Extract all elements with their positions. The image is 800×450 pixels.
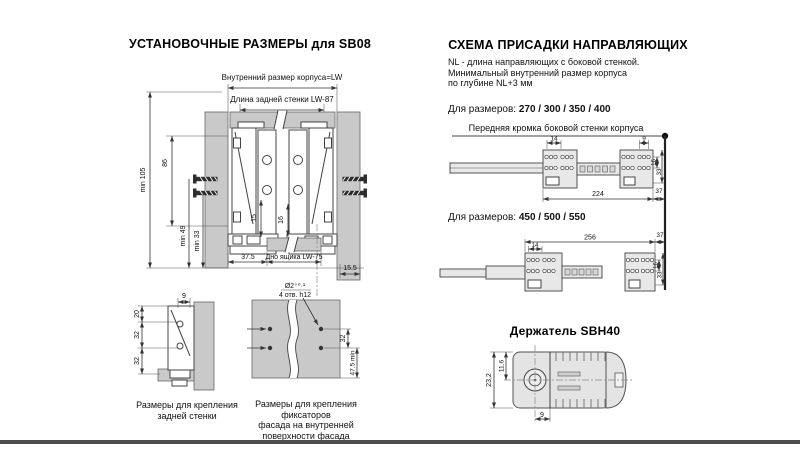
- holder-dim-11-6: 11,6: [498, 359, 506, 373]
- rear-panel: [194, 302, 214, 390]
- cabinet-side-panel-right: [337, 112, 360, 280]
- drawer-bottom-bar: [267, 237, 321, 253]
- nl-note: [448, 57, 698, 89]
- sizes-1-values: 270 / 300 / 350 / 400: [518, 104, 611, 115]
- dim-32-b: 32: [134, 357, 141, 365]
- rear-caption-line2: задней стенки: [157, 410, 217, 421]
- rail2-dim-16: 16: [653, 262, 660, 269]
- rail1-dim-16: 16: [651, 159, 658, 166]
- dim-20: 20: [134, 310, 141, 318]
- sizes-group-1: [448, 104, 611, 115]
- rear-caption-line1: Размеры для крепления: [136, 400, 238, 410]
- dim-37-5: 37.5: [241, 254, 255, 261]
- rail1-dim-14: 14: [550, 135, 558, 143]
- rear-caption: [122, 400, 252, 421]
- facade-fixing-drawing: [243, 280, 368, 398]
- dim-15-5: 15.5: [343, 265, 357, 272]
- drawer-slide-left: [228, 122, 278, 254]
- back-wall-length-label: Длина задней стенки LW-87: [230, 95, 334, 104]
- front-edge-label: Передняя кромка боковой стенки корпуса: [468, 123, 644, 133]
- dim-86: 86: [162, 159, 169, 167]
- hole-count-note: 4 отв. h12: [278, 292, 312, 299]
- rail1-dim-37: 37: [655, 188, 663, 195]
- rail1-dim-224: 224: [592, 191, 604, 198]
- dim-bottom-lw75: Дно ящика LW-75: [265, 254, 323, 261]
- dim-16: 16: [278, 216, 285, 224]
- main-installation-drawing: [62, 66, 402, 310]
- rail-drawing-2: [440, 232, 665, 291]
- facade-caption: [236, 399, 376, 441]
- sizes-group-2: [448, 212, 586, 223]
- dim-15: 15: [251, 214, 258, 222]
- rail2-dim-14: 14: [531, 243, 539, 249]
- nl-note-line3: по глубине NL+3 мм: [448, 78, 533, 88]
- footer-divider: [0, 440, 800, 444]
- sizes-2-values: 450 / 500 / 550: [518, 212, 586, 223]
- rail1-dim-33: 33: [656, 168, 663, 176]
- facade-caption-line2: фасада на внутренней: [258, 420, 354, 430]
- rail2-dim-33: 33: [657, 271, 664, 279]
- dim-min105: min 105: [140, 167, 147, 193]
- sizes-2-label: Для размеров:: [448, 212, 517, 223]
- inner-width-label: Внутренний размер корпуса=LW: [221, 73, 343, 82]
- holder-drawing: [478, 342, 648, 430]
- facade-caption-line3: поверхности фасада: [262, 430, 350, 441]
- dim-min49: min 49: [180, 225, 187, 247]
- facade-caption-line1: Размеры для крепления фиксаторов: [255, 399, 357, 420]
- hole-diameter-note: Ø2⁺⁰·¹: [284, 283, 306, 290]
- holder-dim-23-2: 23,2: [486, 373, 493, 387]
- nl-note-line2: Минимальный внутренний размер корпуса: [448, 67, 628, 78]
- rear-bracket: [168, 306, 194, 386]
- holder-dim-9: 9: [540, 412, 544, 419]
- holder-title: Держатель SBH40: [509, 324, 621, 338]
- dim-min33: min 33: [194, 230, 201, 252]
- left-section-title: УСТАНОВОЧНЫЕ РАЗМЕРЫ для SB08: [128, 37, 372, 51]
- right-section-title: СХЕМА ПРИСАДКИ НАПРАВЛЯЮЩИХ: [448, 38, 688, 52]
- dim-32-a: 32: [134, 331, 141, 339]
- cabinet-side-panel-left: [205, 112, 228, 268]
- rail2-dim-37: 37: [656, 232, 664, 239]
- rail2-dim-256: 256: [584, 234, 596, 242]
- rail1-dim-9: 9: [642, 135, 646, 143]
- nl-note-line1: NL - длина направляющих с боковой стенкой.: [448, 57, 640, 67]
- rear-wall-fixing-drawing: [128, 292, 243, 400]
- dim-47-5-min: 47.5 min: [349, 350, 357, 376]
- sizes-1-label: Для размеров:: [448, 104, 517, 115]
- drawer-slide-right: [287, 122, 337, 254]
- rail-drawing-1: [450, 136, 665, 203]
- dim-9-rear: 9: [182, 293, 186, 300]
- holder-body: [504, 345, 634, 423]
- dim-32-facade: 32: [340, 334, 347, 343]
